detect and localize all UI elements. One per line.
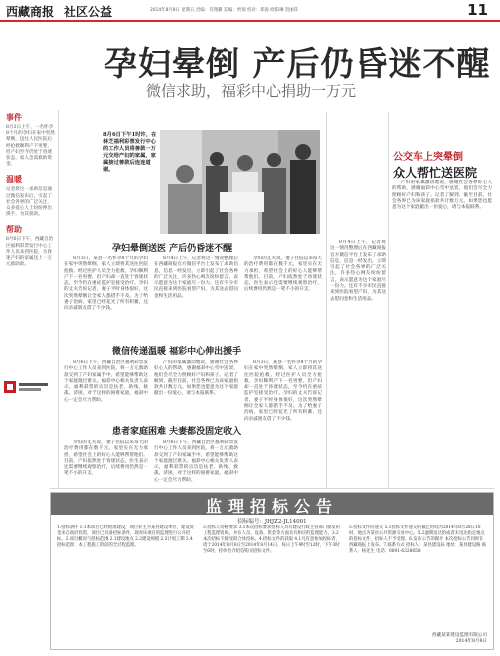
newspaper-brand: 西藏商报 [6,5,55,19]
section-divider [50,488,494,489]
sidebar-title: 帮助 [6,225,22,235]
subheading-1: 孕妇晕倒送医 产后仍昏迷不醒 [112,244,233,254]
subheading-2: 微信传递温暖 福彩中心伸出援手 [112,347,242,357]
ad-title: 监理招标公告 [205,497,338,516]
tender-notice-ad [50,492,494,650]
article-column-3: 孕妇的丈夫说，妻子住院以来每天的治疗费用都在数千元，家里实在无力承担，希望社会上的好心人能够帮帮他们。目前，产妇依然处于昏迷状态，医生表示还需要继续观察治疗，后续费用仍然是一笔不小的开支。 [244,256,322,293]
page-header [0,0,500,22]
sidebar [6,112,56,274]
sidebar-section-help [6,224,56,268]
photo-caption: 8月6日下午1时许，在林芝福利彩票发行中心的工作人员将善款一万元交给产妇的家属，家属接过善款后连连道谢。 [103,132,157,173]
section-name: 社区公益 [64,5,113,19]
side-story-title [393,148,489,181]
side-story-text: 产妇的家属激动地说，感谢社会各界好心人的帮助，感谢福彩中心雪中送炭，他们会尽全力照顾好产妇和孩子。记者了解到，截至目前，社会各界已为该家庭捐款共计数万元。如果您也愿意为这个家庭献出一份爱心，请与本报联系。 [392,180,492,211]
sidebar-title: 温暖 [6,175,22,185]
sidebar-title: 事件 [6,113,22,122]
article-column-6: 8月3日，某县一名怀孕8个月的孕妇在家中突然晕倒，家人立即将其送往医院抢救。经过医护人员全力抢救，孕妇顺利产下一名男婴，但产妇却一直处于昏迷状态，至今仍在重症监护室接受治疗。孕妇的丈夫告诉记者，妻子平时身体很好，这次突然晕倒让全家人都措手不及。为了给妻子治病，家里已经花光了所有积蓄，还向亲戚朋友借了不少钱。 [244,360,322,422]
ad-date: 2014年8月8日 [455,639,487,644]
ad-column-2: 3.投标人资格要求 3.1本次招标要求投标人具有建设行政主管部门颁发的工程监理资质，并在人员、设备、资金等方面具有相应的监理能力。3.2本次招标不接受联合体投标。4.招标文件的获取 4.1凡有意参加投标者，请于2014年8月8日至2014年8月14日，每日上午9时至12时，下午3时至6时，持单位介绍信购买招标文件。 [203,525,340,554]
sidebar-text: 8月3日上午，一名怀孕8个月的孕妇在家中突然晕倒，送往人民医院后经抢救顺利产下男婴，但产妇至今仍处于昏迷状态，家人急需救助资金。 [6,125,55,168]
ad-issuer: 西藏某某建设监理有限公司 [431,633,487,638]
header-meta: 2014年8月8日 星期五 责编：肖翔骥 美编：贾瑞 校对：郑海 欧阳琳 贺丽萍 [150,8,299,13]
main-headline: 孕妇晕倒 产后仍昏迷不醒 [104,44,491,83]
article-column-1: 8月3日，某县一名怀孕8个月的孕妇在家中突然晕倒，家人立即将其送往医院抢救。经过医护人员全力抢救，孕妇顺利产下一名男婴，但产妇却一直处于昏迷状态，至今仍在重症监护室接受治疗。孕妇的丈夫告诉记者，妻子平时身体很好，这次突然晕倒让全家人都措手不及。为了给妻子治病，家里已经花光了所有积蓄，还向亲戚朋友借了不少钱。 [64,256,148,312]
article-column-7: 孕妇的丈夫说，妻子住院以来每天的治疗费用都在数千元，家里实在无力承担，希望社会上的好心人能够帮帮他们。目前，产妇依然处于昏迷状态，医生表示还需要继续观察治疗，后续费用仍然是一笔不小的开支。 [64,440,148,477]
article-column-2: 8月4日上午，记者将这一情况整理后在西藏商报官方微信平台上发布了求助信息，信息一经发出，立即引起了社会各界的广泛关注，许多热心网友纷纷留言，表示愿意为这个家庭尽一份力。还有不少市民直接来到医院看望产妇，为其送去慰问金和生活用品。 [154,256,238,299]
sub-headline: 微信求助，福彩中心捐助一万元 [146,82,357,100]
sidebar-section-warmth [6,174,56,218]
side-story-line-1: 公交车上突晕倒 [393,152,463,163]
column-rule [326,112,327,488]
article-column-4: 8月6日下午，西藏自治区福利彩票发行中心工作人员来到医院，将一万元救助款交到了产妇家属手中，希望能够帮助这个家庭渡过难关。福彩中心相关负责人表示，福利彩票的宗旨是扶老、助残、救孤、济困，对于这样的困难家庭，福彩中心一定会尽力帮助。 [64,360,148,403]
page-number: 11 [467,1,488,19]
subheading-3: 患者家庭困难 夫妻都没固定收入 [112,427,242,437]
article-column-8: 8月6日下午，西藏自治区福利彩票发行中心工作人员来到医院，将一万元救助款交到了产妇家属手中，希望能够帮助这个家庭渡过难关。福彩中心相关负责人表示，福利彩票的宗旨是扶老、助残、救孤、济困，对于这样的困难家庭，福彩中心一定会尽力帮助。 [154,440,238,483]
ad-code: 招标编号：JHJZ2-JL14001 [237,519,307,525]
ad-footer [432,633,487,645]
column-rule [58,110,59,488]
sidebar-section-event [6,112,56,168]
column-rule [388,112,389,488]
ad-column-1: 1.招标条件 1.1本项目已经批准建设，项目业主为某县建设单位，建设资金来自政府投资，项目已具备招标条件，现对该项目的监理进行公开招标。2.项目概况与招标范围 2.1建设地点 2.2建设规模 2.3计划工期 2.4招标范围：本工程施工阶段的全过程监理。 [57,525,194,548]
sidebar-text: 记者将这一求助信息通过微信发布后，引起了社会各界的广泛关注，众多爱心人士纷纷伸出援手，为其捐款。 [6,187,52,218]
side-story-line-2: 众人帮忙送医院 [393,166,478,180]
ad-column-3: 5.投标文件的递交 5.1投标文件递交的截止时间为2014年8月28日10时，地点为某县公共资源交易中心。5.2逾期送达的或者未送达指定地点的投标文件，招标人不予受理。6.发布公告的媒介 本次招标公告同时在西藏商报上发布。7.联系方式 招标人：某县建设局 地址：某县建设路 联系人：杨先生 电话：0891-6328858 [349,525,487,554]
news-photo [160,130,320,234]
sidebar-text: 8月6日下午，西藏自治区福利彩票发行中心工作人员来到医院，为昏迷产妇的家属送上一万元救助款。 [6,237,54,268]
article-column-9: 8月4日上午，记者将这一情况整理后在西藏商报官方微信平台上发布了求助信息，信息一经发出，立即引起了社会各界的广泛关注，许多热心网友纷纷留言，表示愿意为这个家庭尽一份力。还有不少市民直接来到医院看望产妇，为其送去慰问金和生活用品。 [330,240,386,302]
newspaper-logo-icon [4,380,50,394]
article-column-5: 产妇的家属激动地说，感谢社会各界好心人的帮助，感谢福彩中心雪中送炭，他们会尽全力照顾好产妇和孩子。记者了解到，截至目前，社会各界已为该家庭捐款共计数万元。如果您也愿意为这个家庭献出一份爱心，请与本报联系。 [154,360,238,397]
